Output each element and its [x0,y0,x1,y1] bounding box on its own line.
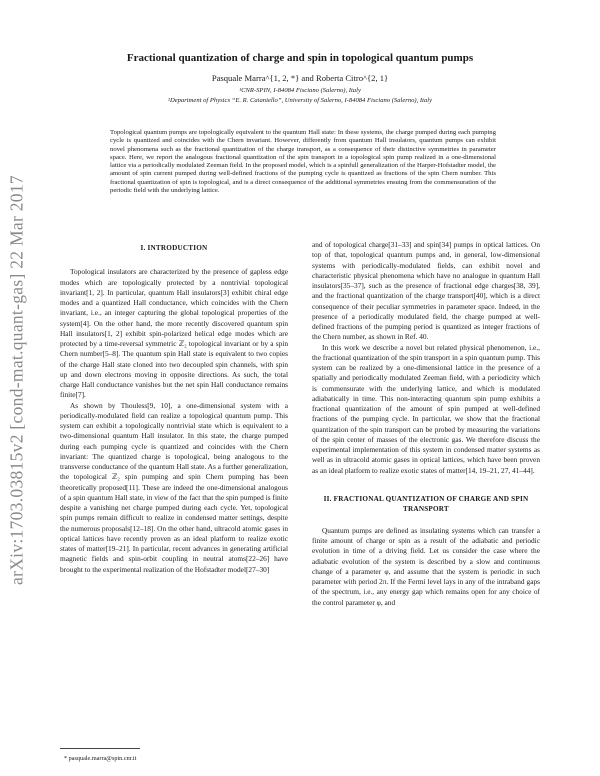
arxiv-identifier: arXiv:1703.03815v2 [cond-mat.quant-gas] 22 Mar 2017 [6,175,27,585]
author-list: Pasquale Marra^{1, 2, *} and Roberta Citro^{2, 1} [211,73,389,83]
body-paragraph: As shown by Thouless[9, 10], a one-dimensional system with a periodically-modulated field can realize a topological quantum pump. This system can exhibit a topologically nontrivial state which is equivalent to a two-dimensional quantum Hall insulator. In this state, the charge pumped during each pumping cycle is quantized and coincides with the Chern invariant: The quantized charge is topological, being analogous to the transverse conductance of the quantum Hall state. As a further generalization, the topological ℤ₂ spin pumping and spin Chern pumping has been theoretically proposed[11]. These are indeed the one-dimensional analogous of a spin quantum Hall state, in view of the fact that the spin pumped is finite despite a vanishing net charge pumped during each cycle. Yet, topological spin pumps remain difficult to realize in condensed matter settings, despite the numerous proposals[12–18]. On the other hand, ultracold atomic gases in optical lattices have recently proven as an ideal platform to realize exotic states of matter[19–21]. In particular, recent advances in generating artificial magnetic fields and spin-orbit coupling in neutral atoms[22–26] have brought to the experimental realization of the Hofstadter model[27–30] [60,400,288,574]
affiliation-1: ¹CNR-SPIN, I-84084 Fisciano (Salerno), Italy [239,87,361,94]
right-column [312,240,540,608]
body-paragraph: Topological insulators are characterized by the presence of gapless edge modes which are topologically protected by a nontrivial topological invariant[1, 2]. In particular, quantum Hall insulators[3] exhibit chiral edge modes and a quantized Hall conductance, which coincides with the Chern invariant, i.e., an integer capturing the global topological properties of the system[4]. On the other hand, the more recently discovered quantum spin Hall insulators[1, 2] exhibit spin-polarized helical edge modes which are protected by a time-reversal symmetric ℤ₂ topological invariant or by a spin Chern number[5–8]. The quantum spin Hall state is equivalent to two copies of the charge Hall state cloned into two decoupled spin channels, with spin up and down electrons moving in opposite directions. As such, the total charge Hall conductance vanishes but the net spin Hall conductance remains finite[7]. [60,267,288,400]
body-paragraph: In this work we describe a novel but related physical phenomenon, i.e., the fractional quantization of the spin transport in a spin quantum pump. This system can be realized by a one-dimensional lattice in the presence of a spatially and periodically modulated Zeeman field, with a periodicity which is commensurate with the underlying lattice, and which is modulated adiabatically in time. This non-interacting quantum spin pump exhibits a fractional quantization of the amount of spin pumped at well-defined fractions of the pumping cycle. In particular, we show that the fractional quantization of the spin transport can be probed by measuring the variations of the spin center of masses of the electronic gas. We therefore discuss the experimental implementation of this system in condensed matter systems as well as in ultracold atomic gases in optical lattices, which have been proven as an ideal platform to realize exotic states of matter[14, 19–21, 27, 41–44]. [312,342,540,475]
affiliation-2: ²Department of Physics “E. R. Caianiello”, University of Salerno, I-84084 Fisciano (Salerno), Italy [167,97,433,104]
section-heading-fractional-quantization: II. FRACTIONAL QUANTIZATION OF CHARGE AND SPIN TRANSPORT [323,494,529,513]
left-column [60,238,288,575]
section-heading-introduction: I. INTRODUCTION [140,244,208,252]
footnote-email: * pasquale.marra@spin.cnr.it [64,755,137,762]
arxiv-sidebar-stamp [2,100,32,660]
body-paragraph: and of topological charge[31–33] and spin[34] pumps in optical lattices. On top of that, topological quantum pumps and, in general, low-dimensional systems with periodically-modulated fields, can exhibit novel and characteristic physical phenomena which have no analogue in quantum Hall insulators[35–37], such as the presence of fractional edge charges[38, 39], and the fractional quantization of the charge transport[40], which is a direct consequence of their peculiar symmetries in parameter space. Indeed, in the presence of a periodically modulated field, the charge pumped at well-defined fractions of the pumping period is quantized as integer fractions of the Chern number, as shown in Ref. 40. [312,240,540,342]
abstract: Topological quantum pumps are topologically equivalent to the quantum Hall state: In these systems, the charge pumped during each pumping cycle is quantized and coincides with the Chern invariant. However, differently from quantum Hall insulators, quantum pumps can exhibit novel phenomena such as the fractional quantization of the charge transport, as a consequence of their distinctive symmetries in parameter space. Here, we report the analogous fractional quantization of the spin transport in a topological spin pump realized in a one-dimensional lattice via a periodically modulated Zeeman field. In the proposed model, which is a spinfull generalization of the Harper-Hofstadter model, the amount of spin current pumped during well-defined fractions of the pumping cycle is quantized as fractions of the spin Chern number. This fractional quantization of spin is topological, and is a direct consequence of the additional symmetries ensuing from the commensuration of the periodic field with the underlying lattice. [110,129,496,195]
paper-title: Fractional quantization of charge and spin in topological quantum pumps [126,52,474,64]
footnote-rule [60,748,140,749]
body-paragraph: Quantum pumps are defined as insulating systems which can transfer a finite amount of charge or spin as a result of the adiabatic and periodic evolution in time of a driving field. Let us consider the case where the adiabatic evolution of the system is described by a slow and continuous change of a parameter φ, and assume that the system is periodic in such parameter with period 2π. If the Fermi level lays in any of the intraband gaps of the spectrum, i.e., any energy gap which remains open for any choice of the control parameter φ, and [312,525,540,607]
